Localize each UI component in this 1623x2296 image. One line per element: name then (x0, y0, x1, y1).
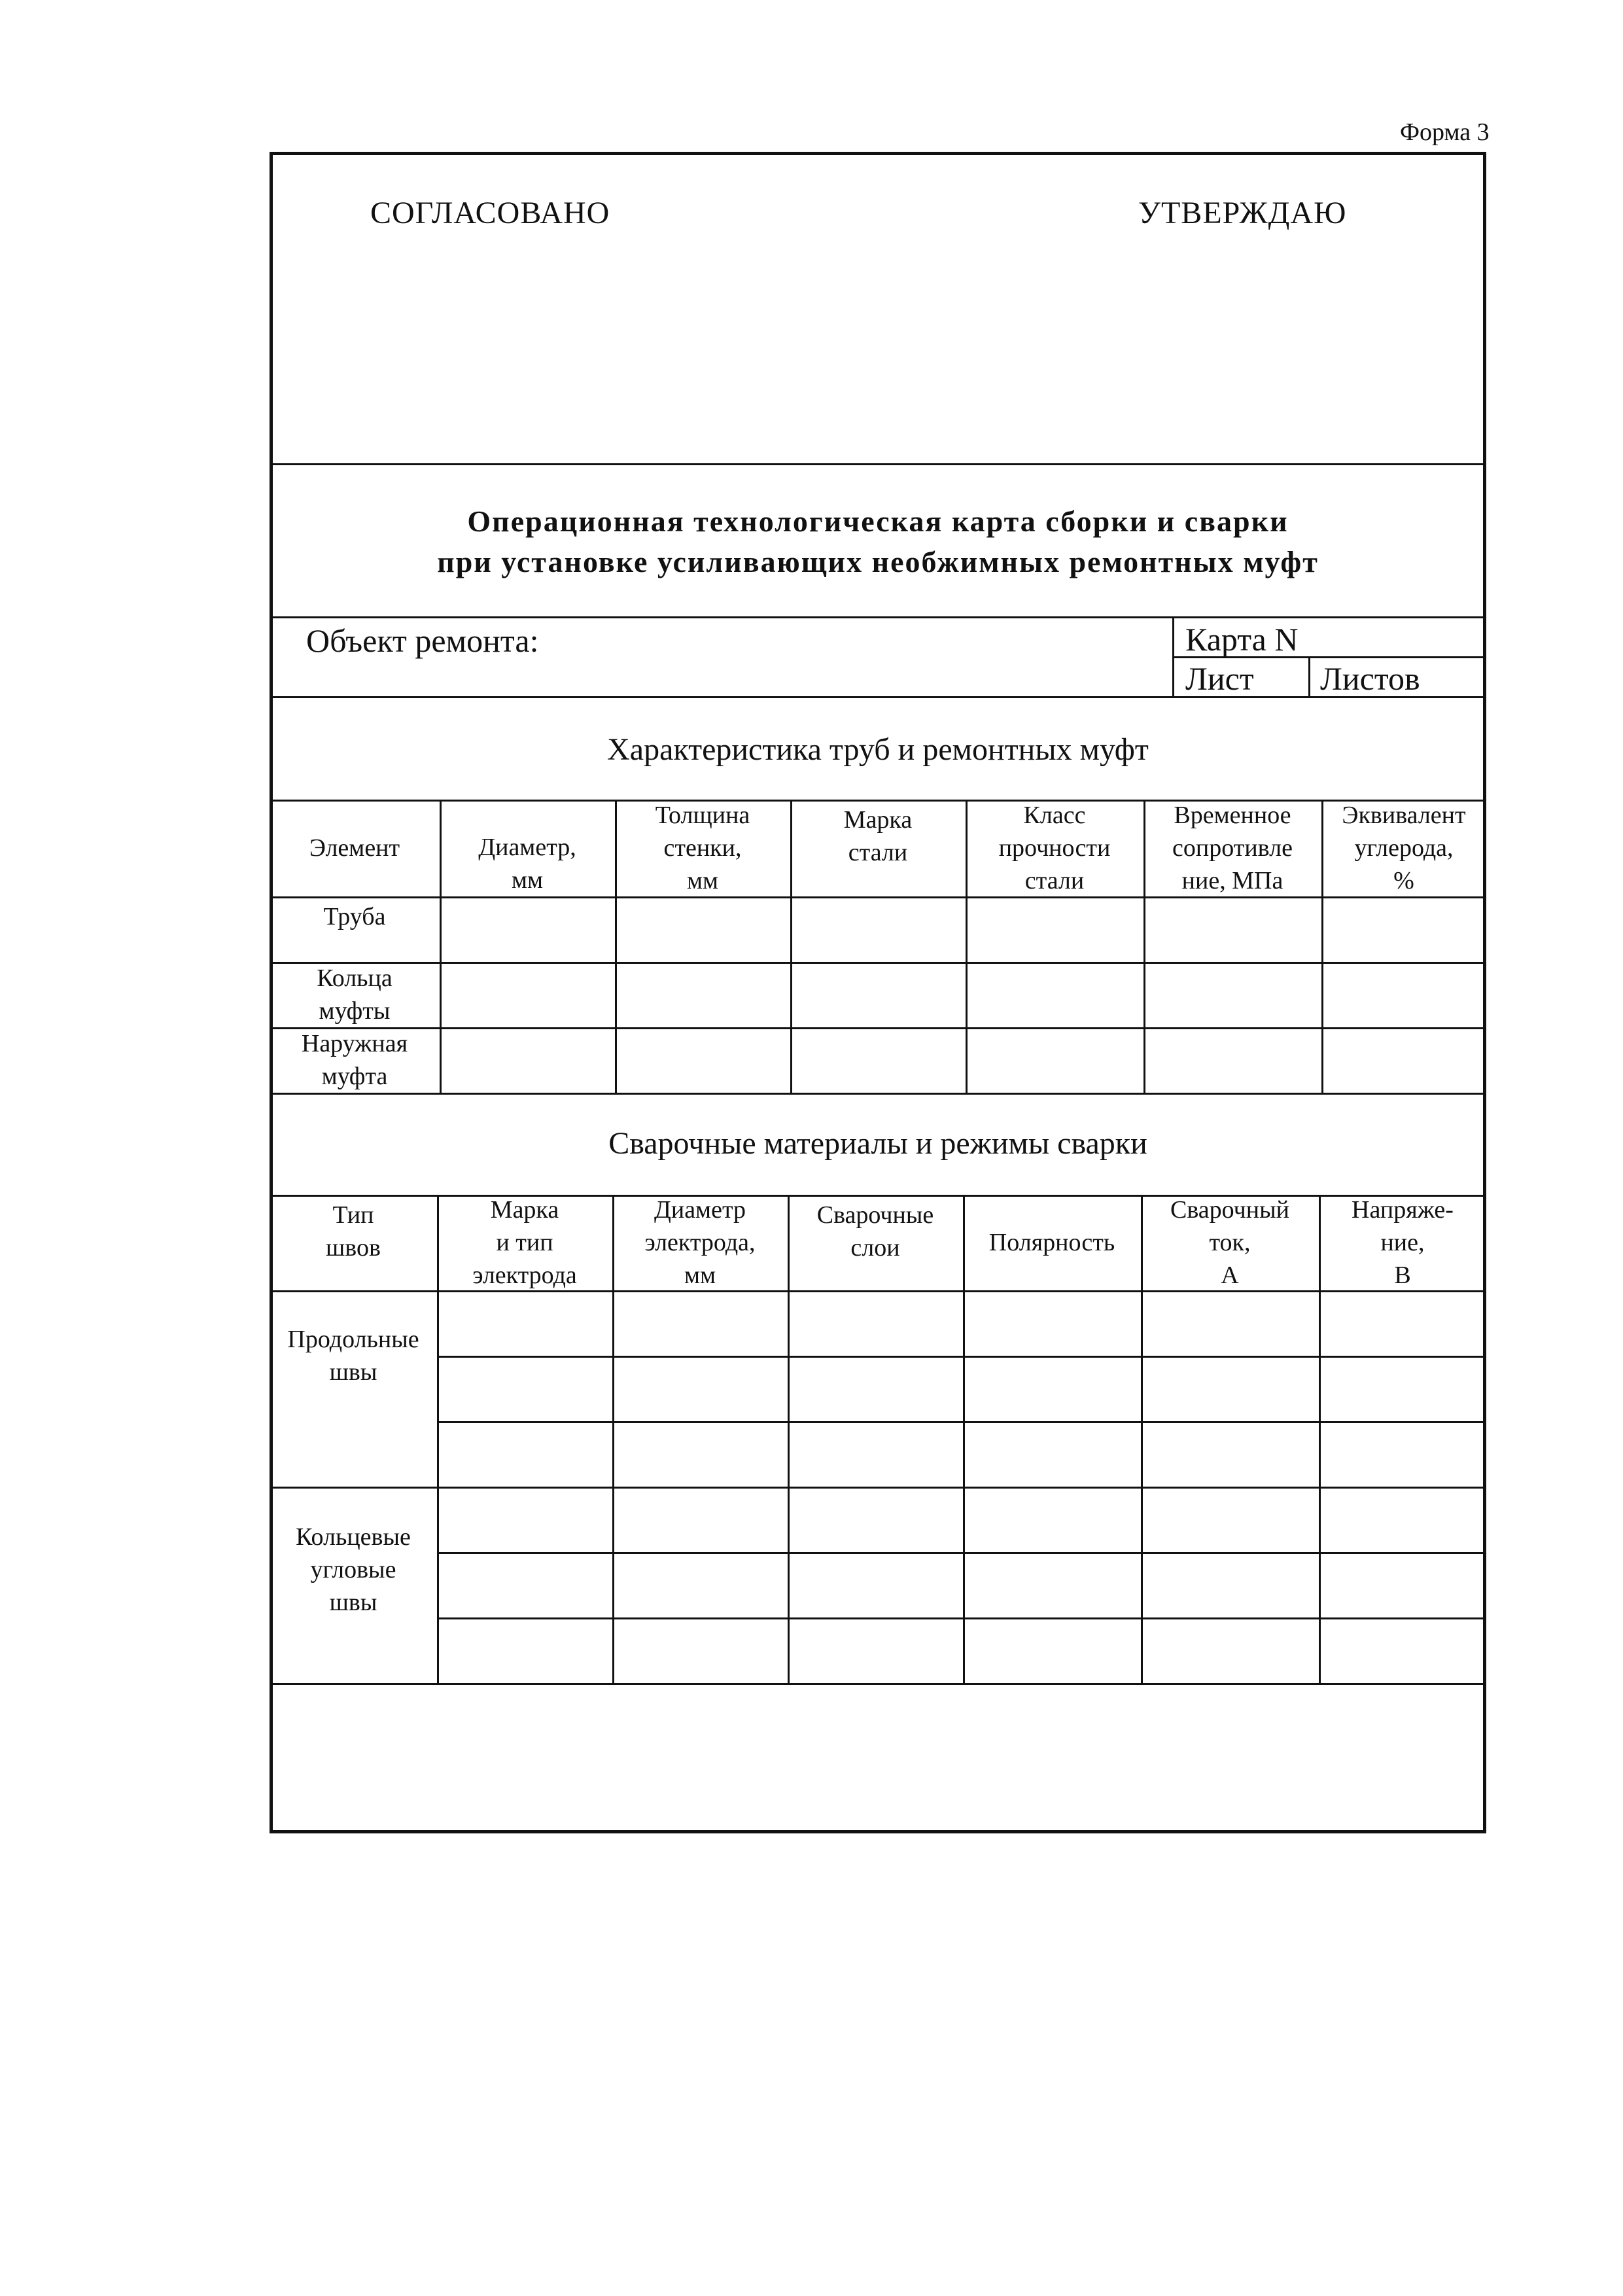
repair-object-label: Объект ремонта: (306, 622, 539, 659)
sheets-count-label: Листов (1320, 660, 1420, 697)
pipes-header-diameter: Диаметр, мм (478, 834, 576, 894)
welding-header-voltage: Напряже- ние, В (1352, 1196, 1454, 1289)
approved-label: УТВЕРЖДАЮ (1138, 196, 1347, 230)
pipes-header-carbon-equivalent: Эквивалент углерода, % (1342, 802, 1466, 894)
welding-header-electrode-grade: Марка и тип электрода (472, 1196, 577, 1289)
pipes-row-coupling-rings: Кольца муфты (317, 964, 393, 1025)
welding-header-electrode-diameter: Диаметр электрода, мм (644, 1196, 756, 1289)
table-line (437, 1617, 1486, 1619)
divider-line (270, 616, 1486, 618)
agreed-label: СОГЛАСОВАНО (370, 196, 610, 230)
pipes-header-wall-thickness: Толщина стенки, мм (655, 802, 750, 894)
table-line (437, 1421, 1486, 1423)
welding-header-polarity: Полярность (988, 1229, 1115, 1256)
welding-section-title: Сварочные материалы и режимы сварки (608, 1126, 1147, 1161)
divider-line (270, 463, 1486, 465)
table-line (270, 962, 1486, 964)
welding-group-circumferential: Кольцевые угловые швы (296, 1523, 411, 1616)
pipes-header-element: Элемент (309, 834, 400, 862)
card-number-label: Карта N (1185, 621, 1299, 658)
table-line (270, 1487, 1486, 1489)
document-title-line-2: при установке усиливающих необжимных ремонтных муфт (437, 545, 1319, 578)
pipes-header-strength-class: Класс прочности стали (998, 802, 1111, 894)
form-frame (270, 152, 1486, 1833)
divider-line (270, 696, 1486, 698)
pipes-section-title: Характеристика труб и ремонтных муфт (607, 732, 1149, 767)
table-line (437, 1552, 1486, 1554)
table-line (270, 1290, 1486, 1292)
table-line (270, 1027, 1486, 1029)
pipes-row-pipe: Труба (323, 903, 386, 930)
table-line (437, 1356, 1486, 1358)
pipes-header-tensile-strength: Временное сопротивле ние, МПа (1172, 802, 1293, 894)
table-line (270, 1683, 1486, 1685)
welding-header-current: Сварочный ток, А (1170, 1196, 1289, 1289)
welding-group-longitudinal: Продольные швы (287, 1326, 419, 1386)
table-line (270, 1093, 1486, 1095)
pipes-row-outer-coupling: Наружная муфта (301, 1030, 408, 1090)
form-number-label: Форма 3 (1400, 118, 1490, 146)
welding-header-seam-type: Тип швов (326, 1201, 381, 1262)
document-title-line-1: Операционная технологическая карта сборки и сварки (467, 504, 1289, 538)
sheet-label: Лист (1185, 660, 1254, 697)
divider-line (1308, 656, 1310, 696)
table-line (270, 896, 1486, 898)
welding-header-weld-layers: Сварочные слои (816, 1201, 934, 1262)
pipes-header-steel-grade: Марка стали (843, 806, 913, 866)
